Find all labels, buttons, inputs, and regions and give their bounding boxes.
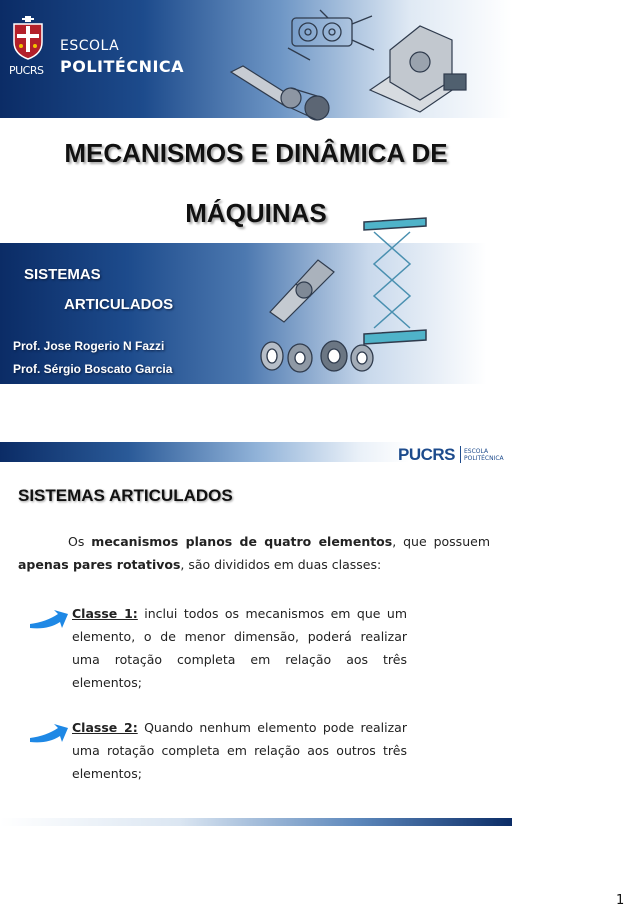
- universal-joint-illustration: [262, 254, 342, 324]
- footer-band: [0, 818, 512, 826]
- slide-title-line2: MÁQUINAS: [185, 198, 327, 228]
- scissor-lift-illustration: [360, 214, 430, 354]
- intro-tail: , são divididos em duas classes:: [180, 557, 382, 572]
- page-number: 1: [616, 893, 625, 908]
- pucrs-logo: PUCRS: [398, 445, 456, 464]
- politecnica-label: POLITÉCNICA: [60, 57, 185, 76]
- pucrs-crest-icon: [10, 16, 46, 60]
- class-label: Classe 1:: [72, 606, 138, 621]
- curved-arrow-icon: [28, 716, 70, 752]
- bearings-illustration: [258, 334, 378, 376]
- class-text: Quando nenhum elemento pode realizar uma rotação completa em relação aos outros três elementos;: [72, 720, 407, 781]
- class-description: [72, 716, 407, 785]
- intro-bold-1: mecanismos planos de quatro elementos: [91, 534, 393, 549]
- logo-school-label: [464, 448, 504, 462]
- intro-mid: , que possuem: [392, 534, 490, 549]
- class-item: [28, 716, 408, 796]
- logo-politecnica: POLITÉCNICA: [464, 455, 504, 462]
- slide-title-line1: MECANISMOS E DINÂMICA DE: [64, 138, 448, 168]
- subtitle-line1: SISTEMAS: [24, 266, 101, 283]
- class-description: [72, 602, 407, 694]
- logo-escola: ESCOLA: [464, 448, 489, 455]
- intro-paragraph: [18, 530, 490, 576]
- logo-divider: [460, 446, 461, 463]
- escola-label: ESCOLA: [60, 38, 120, 54]
- title-slide: [0, 0, 512, 384]
- subtitle-line2: ARTICULADOS: [64, 296, 174, 313]
- pucrs-wordmark: PUCRS: [9, 64, 44, 77]
- intro-bold-2: apenas pares rotativos: [18, 557, 181, 572]
- author-1: Prof. Jose Rogerio N Fazzi: [13, 339, 165, 353]
- author-2: Prof. Sérgio Boscato Garcia: [13, 362, 173, 376]
- curved-arrow-icon: [28, 602, 70, 638]
- class-label: Classe 2:: [72, 720, 138, 735]
- gearbox-illustration: [360, 20, 472, 120]
- belt-pulley-illustration: [225, 58, 335, 128]
- intro-lead: Os: [68, 534, 85, 549]
- slide-heading: SISTEMAS ARTICULADOS: [18, 486, 233, 505]
- content-slide: [0, 442, 512, 826]
- class-item: [28, 602, 408, 702]
- class-text: inclui todos os mecanismos em que um elemento, o de menor dimensão, poderá realizar uma rotação completa em relação aos três elementos;: [72, 606, 407, 690]
